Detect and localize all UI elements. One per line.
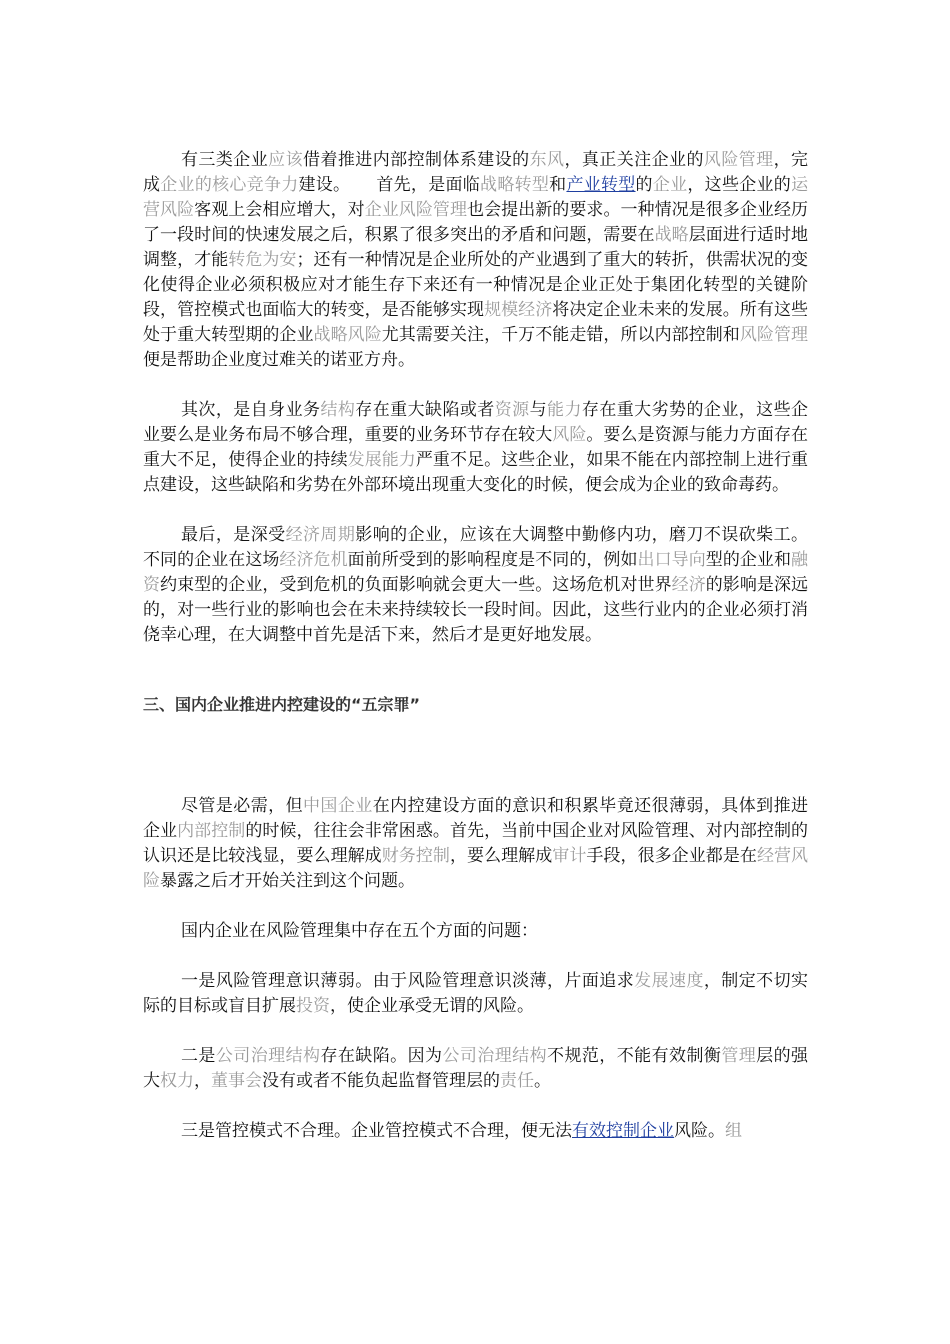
keyword-text: 发展能力 <box>347 450 416 470</box>
keyword-text: 应该 <box>268 150 304 170</box>
text-run: ；还有一种情况是企业所处的产业遇到了重大的转折，供需状况的变化使得企业必须积极应对才能生存下来还有一种情况是企业正处于集团化转型的关键阶段，管控模式也面临大的转变，是否能够实现 <box>143 250 809 320</box>
keyword-text: 企业风险管理 <box>364 200 468 220</box>
paragraph-second <box>143 398 808 498</box>
keyword-text: 组 <box>725 1121 742 1141</box>
text-run: 便是帮助企业度过难关的诺亚方舟。 <box>143 350 415 370</box>
keyword-text: 战略转型 <box>480 175 550 195</box>
keyword-text: 出口导向 <box>637 550 706 570</box>
keyword-text: 东风 <box>529 150 565 170</box>
text-run: 二是 <box>181 1046 216 1066</box>
text-link[interactable]: 产业转型 <box>566 175 636 195</box>
text-run: 影响的企业，应该在大调整中勤修内功，磨刀不误砍柴工。不同的企业在这场 <box>143 525 809 570</box>
text-run: 国内企业在风险管理集中存在五个方面的问题： <box>181 921 538 941</box>
text-run: 暴露之后才开始关注到这个问题。 <box>160 871 415 891</box>
paragraph-although <box>143 794 808 894</box>
keyword-text: 公司治理结构 <box>215 1046 321 1066</box>
text-run: 在内控建设方面的意识和积累毕竟还很薄弱，具体到推进企业 <box>143 796 809 841</box>
text-run: 也会提出新的要求。一种情况是很多企业经历了一段时间的快速发展之后，积累了很多突出的矛盾和问题，需要在 <box>143 200 809 245</box>
keyword-text: 融资 <box>143 550 809 595</box>
text-run: 三是管控模式不合理。企业管控模式不合理，便无法 <box>181 1121 572 1141</box>
paragraph-finally <box>143 523 808 648</box>
text-run: ，使企业承受无谓的风险。 <box>330 996 534 1016</box>
text-run: 建设。 首先，是面临 <box>298 175 481 195</box>
text-run: 一是风险管理意识薄弱。由于风险管理意识淡薄，片面追求 <box>181 971 635 991</box>
text-run: 客观上会相应增大，对 <box>194 200 365 220</box>
text-link[interactable]: 有效控制企业 <box>572 1121 674 1141</box>
text-run: 和 <box>549 175 567 195</box>
text-run: 尤其需要关注，千万不能走错，所以内部控制和 <box>381 325 740 345</box>
keyword-text: 资源 <box>494 400 530 420</box>
text-run: 最后，是深受 <box>181 525 286 545</box>
keyword-text: 运营风险 <box>143 175 809 220</box>
text-run: ，真正关注企业的 <box>564 150 704 170</box>
keyword-text: 风险管理 <box>703 150 774 170</box>
keyword-text: 中国企业 <box>303 796 373 816</box>
text-run: ，完成 <box>143 150 809 195</box>
keyword-text: 规模经济 <box>484 300 553 320</box>
section-heading: 三、国内企业推进内控建设的“五宗罪” <box>143 695 421 714</box>
paragraph-issue-one <box>143 969 808 1019</box>
keyword-text: 董事会 <box>211 1071 262 1091</box>
text-run: 其次，是自身业务 <box>181 400 321 420</box>
keyword-text: 风险管理 <box>739 325 809 345</box>
keyword-text: 公司治理结构 <box>442 1046 548 1066</box>
paragraph-five-issues-intro <box>143 919 808 944</box>
text-run: ， <box>194 1071 211 1091</box>
text-run: 存在重大缺陷或者 <box>355 400 495 420</box>
paragraph-issue-two <box>143 1044 808 1094</box>
text-run: 风险。 <box>674 1121 725 1141</box>
text-run: 面前所受到的影响程度是不同的，例如 <box>347 550 638 570</box>
keyword-text: 责任 <box>500 1071 534 1091</box>
paragraph-three-types <box>143 148 808 373</box>
text-run: 借着推进内部控制体系建设的 <box>303 150 530 170</box>
text-run: 与 <box>529 400 548 420</box>
text-run: 没有或者不能负起监督管理层的 <box>262 1071 500 1091</box>
keyword-text: 转危为安 <box>228 250 297 270</box>
text-run: 手段，很多企业都是在 <box>586 846 757 866</box>
keyword-text: 结构 <box>320 400 356 420</box>
keyword-text: 经济 <box>671 575 706 595</box>
text-run: 的 <box>635 175 653 195</box>
keyword-text: 经营风险 <box>143 846 809 891</box>
keyword-text: 经济危机 <box>279 550 348 570</box>
text-run: 存在重大劣势的企业，这些企业要么是业务布局不够合理，重要的业务环节存在较大 <box>143 400 809 445</box>
text-run: ，要么理解成 <box>449 846 553 866</box>
text-run: 的影响是深远的，对一些行业的影响也会在未来持续较长一段时间。因此，这些行业内的企业必须打消侥幸心理，在大调整中首先是活下来，然后才是更好地发展。 <box>143 575 809 645</box>
text-run: 有三类企业 <box>181 150 269 170</box>
text-run: 尽管是必需，但 <box>181 796 303 816</box>
keyword-text: 权力 <box>160 1071 194 1091</box>
keyword-text: 能力 <box>547 400 582 420</box>
text-run: 型的企业和 <box>705 550 792 570</box>
text-run: 的时候，往往会非常困惑。首先，当前中国企业对风险管理、对内部控制的认识还是比较浅显，要么理解成 <box>143 821 809 866</box>
keyword-text: 战略 <box>654 225 689 245</box>
text-run: 存在缺陷。因为 <box>320 1046 443 1066</box>
text-run: 严重不足。这些企业，如果不能在内部控制上进行重点建设，这些缺陷和劣势在外部环境出现重大变化的时候，便会成为企业的致命毒药。 <box>143 450 809 495</box>
text-run: 层面进行适时地调整，才能 <box>143 225 809 270</box>
text-run: ，制定不切实际的目标或盲目扩展 <box>143 971 809 1016</box>
keyword-text: 风险 <box>552 425 587 445</box>
text-run: 不规范，不能有效制衡 <box>547 1046 722 1066</box>
text-run: ，这些企业的 <box>687 175 792 195</box>
paragraph-issue-three <box>143 1119 808 1144</box>
keyword-text: 发展速度 <box>634 971 704 991</box>
keyword-text: 企业的核心竞争力 <box>160 175 299 195</box>
text-run: 层的强大 <box>143 1046 809 1091</box>
keyword-text: 内部控制 <box>177 821 246 841</box>
keyword-text: 战略风险 <box>313 325 382 345</box>
keyword-text: 经济周期 <box>285 525 356 545</box>
text-run: 将决定企业未来的发展。所有这些处于重大转型期的企业 <box>143 300 809 345</box>
document-body <box>143 148 808 1144</box>
keyword-text: 企业 <box>652 175 688 195</box>
text-run: 。 <box>534 1071 551 1091</box>
text-run: 。要么是资源与能力方面存在重大不足，使得企业的持续 <box>143 425 809 470</box>
keyword-text: 投资 <box>296 996 330 1016</box>
keyword-text: 审计 <box>552 846 587 866</box>
keyword-text: 管理 <box>721 1046 757 1066</box>
keyword-text: 财务控制 <box>381 846 450 866</box>
text-run: 约束型的企业，受到危机的负面影响就会更大一些。这场危机对世界 <box>160 575 672 595</box>
